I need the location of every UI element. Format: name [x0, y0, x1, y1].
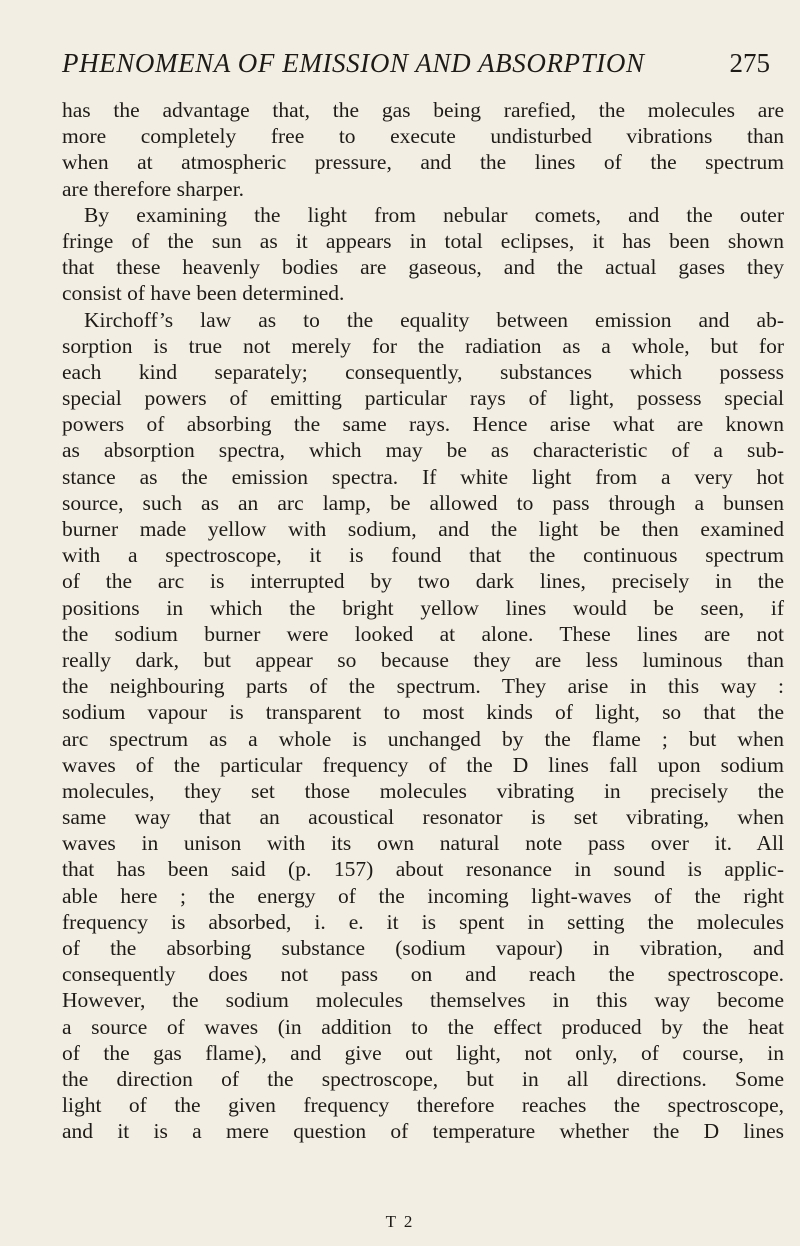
text-line: the direction of the spectroscope, but in all directions. Some: [62, 1066, 784, 1091]
page-number: 275: [729, 48, 770, 78]
text-line: light of the given frequency therefore reaches the spectroscope,: [62, 1093, 784, 1118]
text-line: of the arc is interrupted by two dark lines, precisely in the: [62, 569, 784, 594]
text-line: However, the sodium molecules themselves in this way become: [62, 988, 784, 1013]
text-line: molecules, they set those molecules vibrating in precisely the: [62, 778, 784, 803]
text-line: each kind separately; consequently, substances which possess: [62, 359, 784, 384]
text-line: same way that an acoustical resonator is set vibrating, when: [62, 805, 784, 830]
text-line: Kirchoff’s law as to the equality between emission and ab-: [84, 307, 784, 332]
signature-mark: T 2: [385, 1212, 415, 1231]
text-line: By examining the light from nebular comets, and the outer: [84, 202, 784, 227]
text-line: has the advantage that, the gas being rarefied, the molecules are: [62, 98, 784, 122]
text-line: arc spectrum as a whole is unchanged by the flame ; but when: [62, 726, 784, 751]
text-line: of the absorbing substance (sodium vapour) in vibration, and: [62, 936, 784, 960]
text-line: sodium vapour is transparent to most kinds of light, so that the: [62, 700, 784, 725]
text-line: waves of the particular frequency of the D lines fall upon sodium: [62, 752, 784, 777]
text-line: special powers of emitting particular rays of light, possess special: [62, 386, 784, 411]
text-line: stance as the emission spectra. If white light from a very hot: [62, 464, 784, 489]
text-line: source, such as an arc lamp, be allowed to pass through a bunsen: [62, 490, 784, 515]
text-line: sorption is true not merely for the radiation as a whole, but for: [62, 333, 784, 358]
text-line: positions in which the bright yellow lines would be seen, if: [62, 595, 784, 620]
text-line: the neighbouring parts of the spectrum. They arise in this way :: [62, 674, 784, 699]
text-line: burner made yellow with sodium, and the light be then examined: [62, 517, 784, 541]
text-line: fringe of the sun as it appears in total eclipses, it has been shown: [62, 228, 784, 253]
text-line: are therefore sharper.: [62, 176, 245, 201]
text-line: frequency is absorbed, i. e. it is spent in setting the molecules: [62, 909, 784, 934]
body-text: [62, 97, 784, 1145]
text-line: with a spectroscope, it is found that the continuous spectrum: [62, 543, 784, 568]
text-line: really dark, but appear so because they are less luminous than: [62, 647, 784, 672]
text-line: and it is a mere question of temperature whether the D lines: [62, 1119, 784, 1144]
text-line: that has been said (p. 157) about resonance in sound is applic-: [62, 857, 784, 882]
text-line: that these heavenly bodies are gaseous, and the actual gases they: [62, 255, 784, 280]
text-line: consequently does not pass on and reach the spectroscope.: [62, 962, 784, 987]
text-line: able here ; the energy of the incoming light-waves of the right: [62, 883, 784, 908]
text-line: as absorption spectra, which may be as characteristic of a sub-: [62, 438, 784, 463]
text-line: consist of have been determined.: [62, 281, 345, 306]
text-line: a source of waves (in addition to the effect produced by the heat: [62, 1014, 784, 1039]
text-line: waves in unison with its own natural note pass over it. All: [62, 831, 784, 856]
running-title: PHENOMENA OF EMISSION AND ABSORPTION: [62, 48, 645, 78]
running-head: [62, 48, 782, 88]
text-line: when at atmospheric pressure, and the lines of the spectrum: [62, 150, 784, 175]
text-line: the sodium burner were looked at alone. These lines are not: [62, 621, 784, 646]
text-line: more completely free to execute undisturbed vibrations than: [62, 124, 784, 149]
text-line: of the gas flame), and give out light, not only, of course, in: [62, 1040, 784, 1065]
text-line: powers of absorbing the same rays. Hence arise what are known: [62, 412, 784, 437]
